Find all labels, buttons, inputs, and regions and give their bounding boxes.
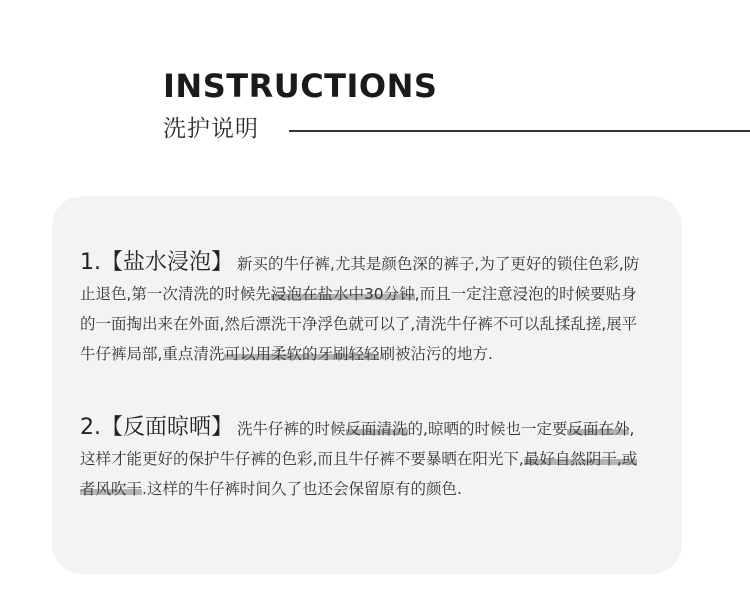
section-text: 的,晾晒的时候也一定要 <box>407 420 568 438</box>
highlight-text: 浸泡在盐水中30分钟 <box>270 285 415 303</box>
instruction-reverse-drying <box>80 413 646 504</box>
highlight-text: 最好自然阴干,或者风吹干 <box>80 450 638 498</box>
section-text: ,而且一定注意浸泡的时候要贴身的一面掏出来在外面,然后漂洗干净浮色就可以了,清洗牛仔裤不可以乱揉乱搓,展平牛仔裤局部,重点清洗 <box>80 285 638 363</box>
divider-line <box>289 130 750 132</box>
instruction-salt-soak <box>80 248 646 369</box>
page-title: INSTRUCTIONS <box>163 67 438 105</box>
section-text: 刷被沾污的地方. <box>379 345 493 363</box>
section-text: ,这样才能更好的保护牛仔裤的色彩,而且牛仔裤不要暴晒在阳光下, <box>80 420 635 468</box>
section-text: 洗牛仔裤的时候 <box>237 420 346 438</box>
highlight-text: 可以用柔软的牙刷轻轻 <box>224 345 380 363</box>
section-heading: 2.【反面晾晒】 <box>80 415 233 440</box>
page-subtitle: 洗护说明 <box>163 116 259 142</box>
section-text: 新买的牛仔裤,尤其是颜色深的裤子,为了更好的锁住色彩,防止退色,第一次清洗的时候先 <box>80 255 640 303</box>
highlight-text: 反面清洗 <box>345 420 408 438</box>
highlight-text: 反面在外 <box>567 420 630 438</box>
section-text: .这样的牛仔裤时间久了也还会保留原有的颜色. <box>142 480 462 498</box>
section-heading: 1.【盐水浸泡】 <box>80 250 233 275</box>
